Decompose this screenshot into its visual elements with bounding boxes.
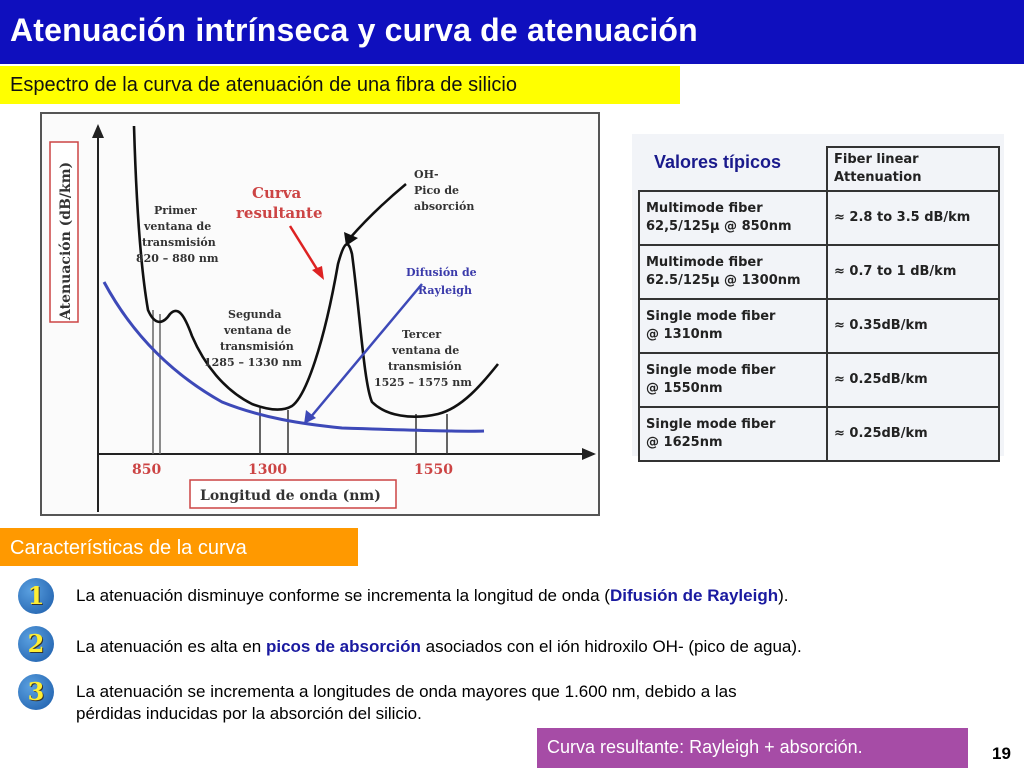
table-header-line1: Fiber linear [834, 152, 919, 167]
subtitle-banner [0, 66, 680, 104]
page-number: 19 [992, 744, 1011, 763]
bullet-text-3: La atenuación se incrementa a longitudes de onda mayores que 1.600 nm, debido a las pérdidas inducidas por la absorción del silicio. [76, 682, 737, 723]
table-row: Single mode fiber @ 1310nm ≈ 0.35dB/km [639, 299, 999, 353]
section-title: Características de la curva [10, 537, 247, 559]
section-header [0, 528, 358, 566]
tick-1300: 1300 [248, 462, 287, 478]
attenuation-table [638, 146, 1000, 462]
table-row: Single mode fiber @ 1625nm ≈ 0.25dB/km [639, 407, 999, 461]
annot-segunda-2: ventana de [224, 324, 292, 337]
x-axis-label: Longitud de onda (nm) [200, 488, 381, 504]
annot-oh-1: OH- [414, 168, 439, 181]
bullet-number-3: 3 [18, 674, 54, 710]
annot-curva-2: resultante [236, 204, 323, 222]
annot-oh-2: Pico de [414, 184, 460, 197]
annot-primer-3: transmisión [142, 236, 216, 249]
subtitle-text: Espectro de la curva de atenuación de una fibra de silicio [10, 74, 517, 96]
tick-850: 850 [132, 462, 162, 478]
annot-tercer-1: Tercer [402, 328, 442, 341]
annot-primer-2: ventana de [144, 220, 212, 233]
annot-segunda-1: Segunda [228, 308, 282, 321]
table-row: Multimode fiber 62.5/125μ @ 1300nm ≈ 0.7 to 1 dB/km [639, 245, 999, 299]
annot-tercer-3: transmisión [388, 360, 462, 373]
summary-text: Curva resultante: Rayleigh + absorción. [547, 737, 863, 757]
bullet-number-2: 2 [18, 626, 54, 662]
bullet-text-2: La atenuación es alta en picos de absorción asociados con el ión hidroxilo OH- (pico de agua). [76, 637, 802, 656]
table-header-line2: Attenuation [834, 170, 922, 185]
table-header-cell [827, 147, 999, 191]
bullet-number-1: 1 [18, 578, 54, 614]
bullet-text-1: La atenuación disminuye conforme se incrementa la longitud de onda (Difusión de Rayleigh). [76, 586, 789, 605]
annot-primer-4: 820 – 880 nm [136, 252, 219, 265]
attenuation-figure [40, 112, 600, 516]
table-row: Single mode fiber @ 1550nm ≈ 0.25dB/km [639, 353, 999, 407]
title-bar [0, 0, 1024, 64]
y-axis-label: Atenuación (dB/km) [58, 161, 74, 320]
annot-segunda-3: transmisión [220, 340, 294, 353]
annot-segunda-4: 1285 – 1330 nm [204, 356, 302, 369]
typical-values-label: Valores típicos [654, 152, 782, 172]
tick-1550: 1550 [414, 462, 453, 478]
table-row: Multimode fiber 62,5/125μ @ 850nm ≈ 2.8 to 3.5 dB/km [639, 191, 999, 245]
slide-title: Atenuación intrínseca y curva de atenuación [10, 12, 698, 48]
annot-tercer-4: 1525 – 1575 nm [374, 376, 472, 389]
annot-tercer-2: ventana de [392, 344, 460, 357]
summary-box [537, 728, 968, 768]
annot-curva-1: Curva [252, 184, 302, 202]
attenuation-curve-svg [42, 114, 598, 514]
annot-oh-3: absorción [414, 200, 475, 213]
annot-rayleigh-2: Rayleigh [418, 284, 472, 297]
annot-rayleigh-1: Difusión de [406, 266, 477, 279]
annot-primer-1: Primer [154, 204, 197, 217]
